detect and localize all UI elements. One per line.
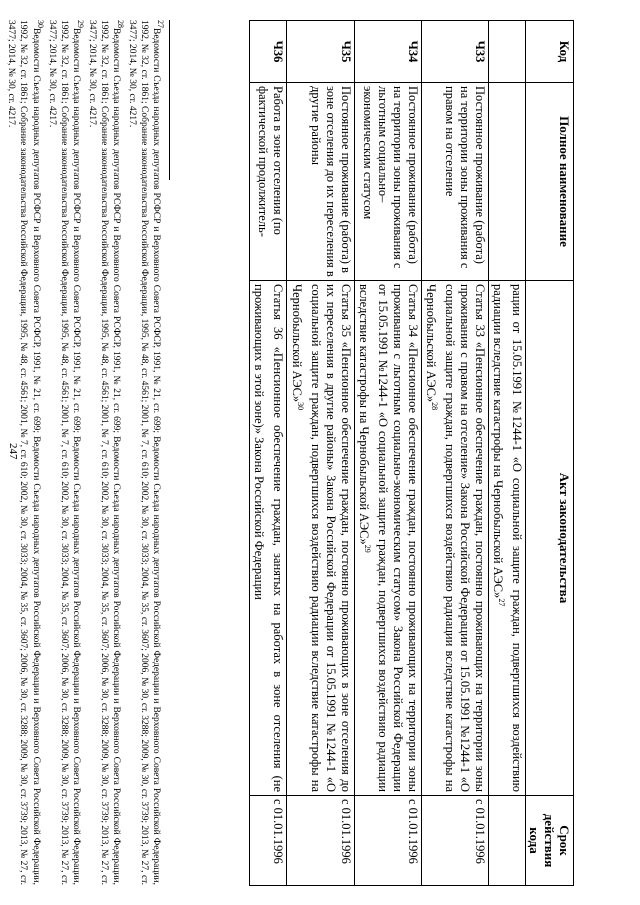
footnotes — [5, 20, 166, 885]
row-act — [250, 281, 287, 796]
footnote-number: 30 — [35, 20, 45, 28]
row-act-text: рации от 15.05.1991 №1244-1 «О социальной защите граждан, подвергшихся воздействию радиации вследствие катастрофы на Чернобыльской АЭС» — [490, 284, 524, 792]
row-code: Ч34 — [354, 21, 421, 83]
row-term: с 01.01.1996 — [354, 796, 421, 886]
row-name: Постоянное проживание (работа) на территории зоны проживания с льготным социально–экономическим статусом — [354, 83, 421, 281]
row-act — [488, 281, 525, 796]
row-act-text: Статья 35 «Пенсионное обеспечение граждан, постоянно проживающих в зоне отселения до их переселения в другие районы» Закона Российской Федерации от 15.05.1991 №1244-1 «О социальной защите граждан, подвергшихся воздействию радиации вследствие катастрофы на Чернобыльской АЭС» — [289, 284, 353, 792]
header-code: Код — [526, 21, 574, 83]
row-code — [488, 21, 525, 83]
table-row — [421, 21, 488, 886]
footnote-number: 27 — [156, 20, 165, 28]
row-term: с 01.01.1996 — [287, 796, 354, 886]
header-name: Полное наименование — [526, 83, 574, 281]
row-act — [354, 281, 421, 796]
row-code: Ч33 — [421, 21, 488, 83]
footnote-ref: 30 — [295, 402, 305, 411]
footnote-text: Ведомости Съезда народных депутатов РСФСР и Верховного Совета РСФСР, 1991, № 21, ст. 699; Ведомости Съезда народных депутатов Российской Федерации и Верховного Совета Российской Федерации, 1992, № 32, ст. 1861; Собрание законодательства Российской Федерации, 1995, № 48, ст. 4561; 2001, № 7, ст. 610; 2002, № 30, ст. 3033; 2004, № 35, ст. 3607; 2006, № 30, ст. 3288; 2009, № 30, ст. 3739; 2013, № 27, ст. 3477; 2014, № 30, ст. 4217. — [46, 20, 81, 885]
row-name — [488, 83, 525, 281]
footnote-ref: 28 — [429, 402, 439, 411]
row-code: Ч35 — [287, 21, 354, 83]
row-act-text: Статья 33 «Пенсионное обеспечение граждан, постоянно проживающих на территории зоны проживания с правом на отселение» Закона Российской Федерации от 15.05.1991 №1244-1 «О социальной защите граждан, подвергшихся воздействию радиации вследствие катастрофы на Чернобыльской АЭС» — [423, 284, 487, 792]
row-act — [421, 281, 488, 796]
row-term: с 01.01.1996 — [250, 796, 287, 886]
page-number: 247 — [7, 443, 19, 460]
footnote-divider — [169, 20, 170, 180]
table-row — [250, 21, 287, 886]
header-act: Акт законодательства — [526, 281, 574, 796]
header-term: Срок действия кода — [526, 796, 574, 886]
table-row — [354, 21, 421, 886]
footnote-ref: 29 — [362, 544, 372, 553]
row-name: Работа в зоне отселения (по фактической продолжитель- — [250, 83, 287, 281]
footnote-number: 28 — [115, 20, 125, 28]
row-act-text: Статья 36 «Пенсионное обеспечение граждан, занятых на работах в зоне отселения (не проживающих в этой зоне)» Закона Российской Федерации — [252, 284, 286, 792]
row-act-text: Статья 34 «Пенсионное обеспечение граждан, постоянно проживающих на территории зоны проживания с льготным социально-экономическим статусом» Закона Российской Федерации от 15.05.1991 №1244-1 «О социальной защите граждан, подвергшихся воздействию радиации вследствие катастрофы на Чернобыльской АЭС» — [356, 284, 420, 792]
footnote — [5, 20, 45, 885]
row-name: Постоянное проживание (работа) в зоне отселения до их переселения в другие районы — [287, 83, 354, 281]
footnote-text: Ведомости Съезда народных депутатов РСФСР и Верховного Совета РСФСР, 1991, № 21, ст. 699; Ведомости Съезда народных депутатов Российской Федерации и Верховного Совета Российской Федерации, 1992, № 32, ст. 1861; Собрание законодательства Российской Федерации, 1995, № 48, ст. 4561; 2001, № 7, ст. 610; 2002, № 30, ст. 3033; 2004, № 35, ст. 3607; 2006, № 30, ст. 3288; 2009, № 30, ст. 3739; 2013, № 27, ст. 3477; 2014, № 30, ст. 4217. — [126, 20, 161, 885]
row-name: Постоянное проживание (работа) на территории зоны проживания с правом на отселение — [421, 83, 488, 281]
row-act — [287, 281, 354, 796]
footnote — [126, 20, 166, 885]
table-row — [488, 21, 525, 886]
legislation-table — [249, 20, 574, 886]
row-code: Ч36 — [250, 21, 287, 83]
footnote — [86, 20, 126, 885]
row-term — [488, 796, 525, 886]
row-term: с 01.01.1996 — [421, 796, 488, 886]
footnote-text: Ведомости Съезда народных депутатов РСФСР и Верховного Совета РСФСР, 1991, № 21, ст. 699; Ведомости Съезда народных депутатов Российской Федерации и Верховного Совета Российской Федерации, 1992, № 32, ст. 1861; Собрание законодательства Российской Федерации, 1995, № 48, ст. 4561; 2001, № 7, ст. 610; 2002, № 30, ст. 3033; 2004, № 35, ст. 3607; 2006, № 30, ст. 3288; 2009, № 30, ст. 3739; 2013, № 27, ст. 3477; 2014, № 30, ст. 4217. — [6, 20, 41, 885]
footnote-text: Ведомости Съезда народных депутатов РСФСР и Верховного Совета РСФСР, 1991, № 21, ст. 699; Ведомости Съезда народных депутатов Российской Федерации и Верховного Совета Российской Федерации, 1992, № 32, ст. 1861; Собрание законодательства Российской Федерации, 1995, № 48, ст. 4561; 2001, № 7, ст. 610; 2002, № 30, ст. 3033; 2004, № 35, ст. 3607; 2006, № 30, ст. 3288; 2009, № 30, ст. 3739; 2013, № 27, ст. 3477; 2014, № 30, ст. 4217. — [86, 20, 121, 885]
footnote — [46, 20, 86, 885]
table-header-row — [526, 21, 574, 886]
footnote-ref: 27 — [497, 598, 506, 607]
table-row — [287, 21, 354, 886]
footnote-number: 29 — [75, 20, 85, 28]
